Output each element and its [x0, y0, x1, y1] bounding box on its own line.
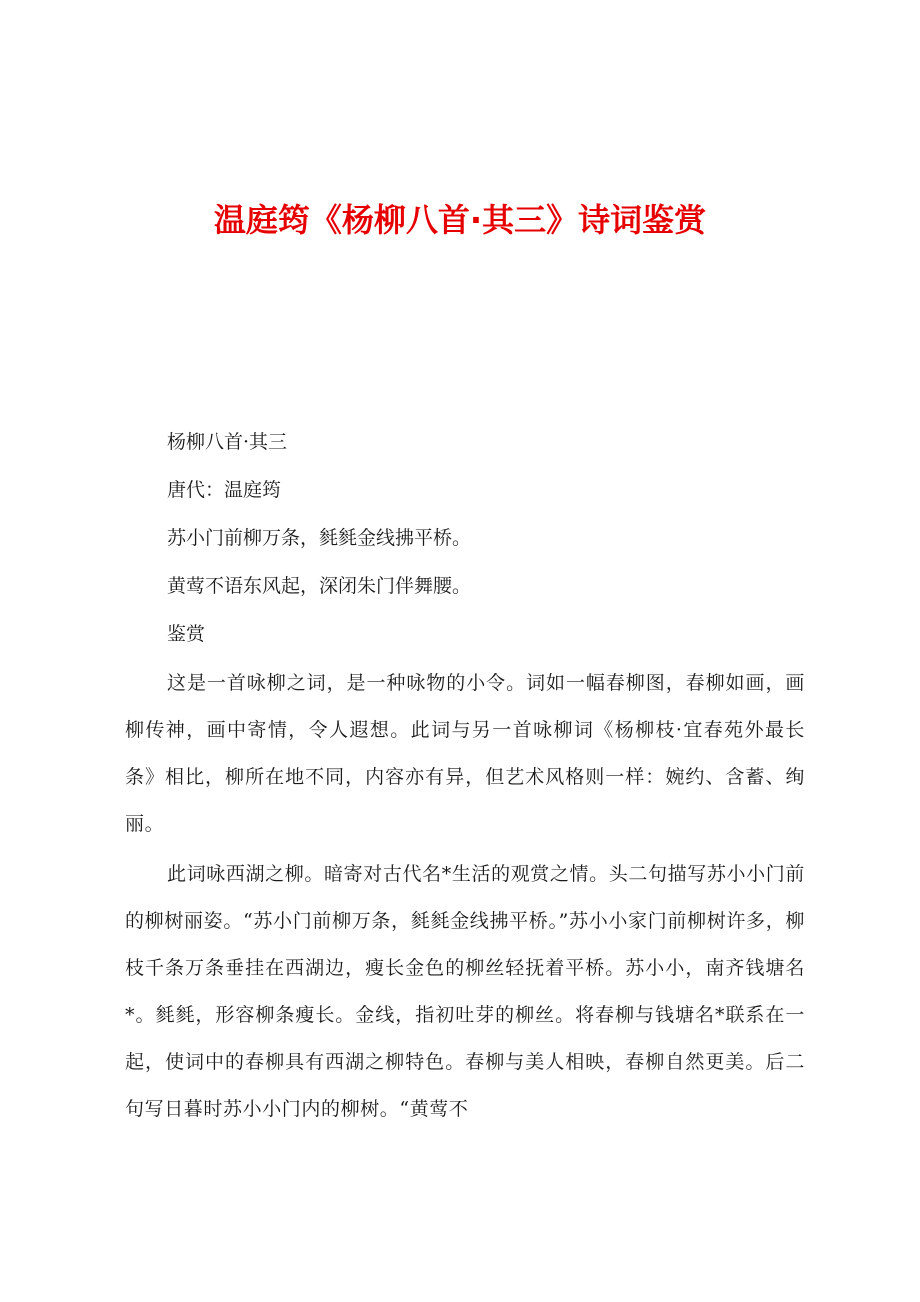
poem-verse-2: 黄莺不语东风起，深闭朱门伴舞腰。 [167, 575, 472, 597]
poem-author: 唐代：温庭筠 [167, 479, 282, 501]
poem-verse-1: 苏小门前柳万条，毵毵金线拂平桥。 [167, 527, 472, 549]
document-title: 温庭筠《杨柳八首·其三》诗词鉴赏 [213, 201, 707, 239]
document-body [125, 418, 805, 1133]
poem-heading: 杨柳八首·其三 [167, 431, 288, 453]
section-label: 鉴赏 [167, 623, 206, 645]
appreciation-paragraph-2: 此词咏西湖之柳。暗寄对古代名*生活的观赏之情。头二句描写苏小小门前的柳树丽姿。“苏小门前柳万条，毵毵金线拂平桥。”苏小小家门前柳树许多，柳枝千条万条垂挂在西湖边，瘦长金色的柳丝轻抚着平桥。苏小小，南齐钱塘名*。毵毵，形容柳条瘦长。金线，指初吐芽的柳丝。将春柳与钱塘名*联系在一起，使词中的春柳具有西湖之柳特色。春柳与美人相映，春柳自然更美。后二句写日暮时苏小小门内的柳树。“黄莺不 [125, 863, 805, 1120]
appreciation-paragraph-1: 这是一首咏柳之词，是一种咏物的小令。词如一幅春柳图，春柳如画，画柳传神，画中寄情，令人遐想。此词与另一首咏柳词《杨柳枝·宜春苑外最长条》相比，柳所在地不同，内容亦有异，但艺术风格则一样：婉约、含蓄、绚丽。 [125, 672, 805, 835]
